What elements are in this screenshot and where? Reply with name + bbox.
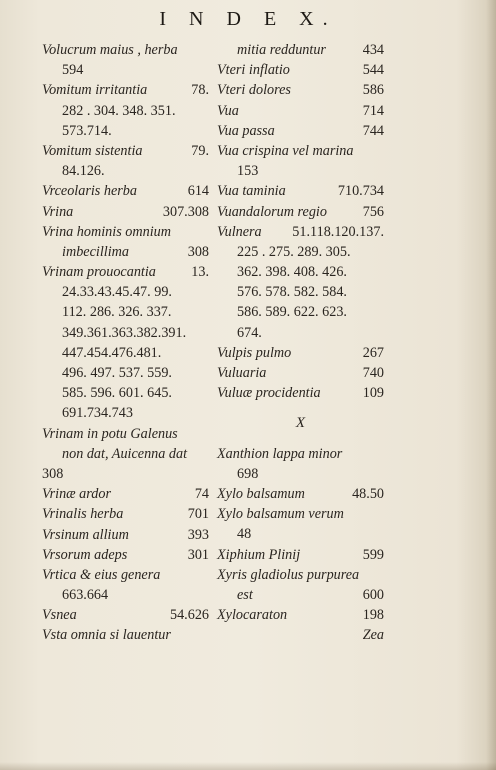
entry-page-number: 744 [362,122,384,139]
entry-term: Vrinam in potu Galenus [42,425,178,442]
entry-term: Vua taminia [217,183,286,200]
entry-page-refs: 698 [237,465,259,482]
entry-page-number: 600 [362,586,384,603]
index-column-left [42,40,209,646]
entry-page-number: 301 [187,546,209,563]
entry-page-number: 307.308 [162,203,209,220]
index-entry-continuation [42,363,209,383]
entry-page-number: 198 [362,607,384,624]
entry-term-continuation: non dat, Auicenna dat [62,445,188,462]
index-entry-continuation [42,101,209,121]
index-entry-continuation [42,464,209,484]
entry-term: Vua passa [217,122,275,139]
index-entry [217,545,384,565]
index-entry [42,80,209,100]
index-entry [217,222,384,242]
index-entry [42,262,209,282]
index-entry [42,525,209,545]
entry-page-number: 714 [362,102,384,119]
index-entry [42,181,209,201]
index-entry [42,202,209,222]
entry-term: Vrsorum adeps [42,546,128,563]
entry-page-refs: 349.361.363.382.391. [62,324,187,341]
index-entry [217,343,384,363]
entry-page-refs: 112. 286. 326. 337. [62,304,172,321]
entry-term: Vrceolaris herba [42,183,137,200]
page-bottom-shadow [0,762,496,770]
entry-term: Vrina hominis omnium [42,223,172,240]
index-entry-continuation [42,323,209,343]
index-entry [217,60,384,80]
entry-page-refs: 225 . 275. 289. 305. [237,243,351,260]
index-entry [217,565,384,585]
entry-page-refs: 586. 589. 622. 623. [237,304,347,321]
page-edge-shadow [486,0,496,770]
index-entry-continuation [217,262,384,282]
entry-term: Xylo balsamum [217,485,305,502]
index-entry-continuation [217,625,384,645]
entry-page-refs: 573.714. [62,122,112,139]
entry-page-refs: 153 [237,163,259,180]
index-entry [217,202,384,222]
index-entry-continuation [217,242,384,262]
entry-term: Vuandalorum regio [217,203,327,220]
entry-term: Vrsinum allium [42,526,129,543]
index-entry-continuation [42,343,209,363]
index-entry-continuation [217,282,384,302]
entry-page-refs: 447.454.476.481. [62,344,162,361]
index-entry-continuation [217,464,384,484]
entry-term: Xiphium Plinij [217,546,301,563]
entry-term: Vrtica & eius genera [42,566,161,583]
entry-page-number: 740 [362,365,384,381]
index-entry [217,121,384,141]
index-entry [42,625,209,645]
entry-term-continuation: mitia redduntur [237,42,326,58]
entry-term: Xylo balsamum verum [217,506,344,523]
entry-term: Vsnea [42,607,77,624]
entry-term: Vrina [42,203,74,220]
index-entry-continuation [42,282,209,302]
index-entry-continuation [217,524,384,544]
index-entry-continuation [42,444,209,464]
entry-term: Xylocaraton [217,607,288,624]
entry-page-number: 79. [191,142,209,159]
entry-term: Vua crispina vel marina [217,142,354,159]
index-entry-continuation [217,585,384,605]
entry-term: Vulpis pulmo [217,344,292,361]
entry-term-continuation: est [237,586,253,603]
entry-page-number: 109 [362,385,384,402]
entry-page-refs: 594 [62,62,84,79]
entry-page-number: 48.50 [352,485,384,502]
index-entry-continuation [217,323,384,343]
entry-page-number: 308 [187,243,209,260]
index-entry [42,141,209,161]
entry-term: Vomitum irritantia [42,82,148,99]
spacer [217,403,384,413]
index-entry-continuation [217,161,384,181]
index-entry [42,424,209,444]
entry-page-refs: 576. 578. 582. 584. [237,284,347,301]
entry-term: Xanthion lappa minor [217,445,343,462]
entry-page-number: 13. [191,264,209,281]
entry-page-number: 51.118.120.137. [292,223,384,240]
index-entry-continuation [42,121,209,141]
index-entry [42,545,209,565]
index-entry-continuation [42,60,209,80]
entry-term: Vuluaria [217,365,267,381]
index-entry-continuation [42,302,209,322]
spacer [217,434,384,444]
entry-page-refs: 496. 497. 537. 559. [62,365,172,381]
entry-page-number: 78. [191,82,209,99]
entry-page-refs: 24.33.43.45.47. 99. [62,284,172,301]
entry-page-number: 267 [362,344,384,361]
index-entry-continuation [42,403,209,423]
index-entry [42,484,209,504]
entry-page-refs: 362. 398. 408. 426. [237,264,347,281]
entry-page-number: 434 [362,42,384,58]
entry-term: Volucrum maius , herba [42,42,178,58]
entry-term: Vrinæ ardor [42,486,111,503]
entry-term: Xyris gladiolus purpurea [217,566,360,583]
entry-page-number: 54.626 [169,607,209,624]
entry-term: Vteri inflatio [217,62,290,79]
entry-term: Vomitum sistentia [42,142,143,159]
entry-page-number: 599 [362,546,384,563]
entry-term: Vteri dolores [217,82,291,99]
entry-page-number: 756 [362,203,384,220]
index-entry [42,40,209,60]
entry-page-refs: 282 . 304. 348. 351. [62,102,176,119]
entry-page-refs: 48 [237,526,252,543]
index-entry-continuation [217,302,384,322]
entry-page-refs: 84.126. [62,163,105,180]
entry-page-refs: 585. 596. 601. 645. [62,385,172,402]
entry-term: Vuluæ procidentia [217,385,321,402]
entry-term: Vua [217,102,239,119]
entry-page-number: 393 [187,526,209,543]
index-entry [217,484,384,504]
entry-page-refs: 691.734.743 [62,405,133,422]
entry-term: Vulnera [217,223,262,240]
entry-page-number: 586 [362,82,384,99]
entry-term: Vrinalis herba [42,506,124,523]
index-entry [217,383,384,403]
entry-page-number: 701 [187,506,209,523]
index-column-right [217,40,384,645]
page-header: I N D E X. [159,8,337,30]
index-entry [217,141,384,161]
catchword: Zea [362,627,384,644]
section-letter [217,413,384,433]
section-letter-text: X [295,415,306,432]
index-entry [217,80,384,100]
entry-term-continuation: imbecillima [62,243,129,260]
entry-page-number: 74 [194,486,209,503]
index-entry [217,101,384,121]
index-entry-continuation [42,242,209,262]
entry-page-refs: 308 [42,465,64,482]
index-entry [217,605,384,625]
entry-term: Vsta omnia si lauentur [42,627,171,644]
index-entry [42,222,209,242]
entry-page-number: 710.734 [337,183,384,200]
entry-page-refs: 663.664 [62,587,109,604]
entry-page-number: 614 [187,183,209,200]
index-entry [217,181,384,201]
entry-term: Vrinam prouocantia [42,264,156,281]
index-entry-continuation [42,383,209,403]
index-entry [217,504,384,524]
entry-page-refs: 674. [237,324,262,341]
index-entry [42,605,209,625]
entry-page-number: 544 [362,62,384,79]
index-entry [42,504,209,524]
index-entry [217,363,384,383]
index-entry [217,444,384,464]
index-entry-continuation [42,585,209,605]
index-entry-continuation [42,161,209,181]
index-entry [42,565,209,585]
index-entry-continuation [217,40,384,60]
